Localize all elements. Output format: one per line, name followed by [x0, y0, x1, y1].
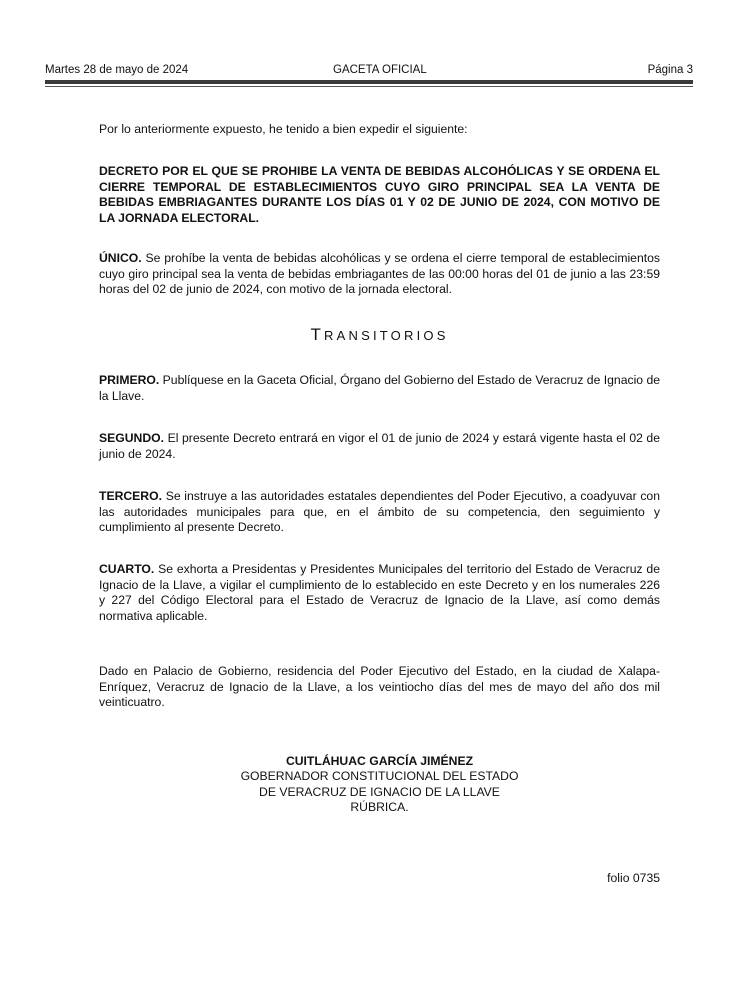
rubrica: RÚBRICA. [350, 800, 409, 815]
page-header [45, 64, 693, 80]
signature-block [99, 754, 660, 816]
unico-label: ÚNICO. [99, 251, 142, 265]
given-paragraph: Dado en Palacio de Gobierno, residencia del Poder Ejecutivo del Estado, en la ciudad de Xalapa-Enríquez, Veracruz de Ignacio de la Llave, a los veintiocho días del mes de mayo del año dos mil veinticuatro. [99, 664, 660, 710]
header-rule-thick [45, 80, 693, 84]
article-label: CUARTO. [99, 562, 155, 576]
signatory-title-line2: DE VERACRUZ DE IGNACIO DE LA LLAVE [259, 784, 500, 799]
article-tercero [99, 489, 660, 536]
article-segundo [99, 431, 660, 462]
transitorios-heading [99, 325, 660, 345]
header-page-number: Página 3 [647, 64, 693, 76]
folio-number: folio 0735 [607, 871, 660, 885]
transitorios-first-letter: T [310, 325, 325, 344]
transitorios-rest: RANSITORIOS [324, 328, 449, 343]
unico-text: Se prohíbe la venta de bebidas alcohólicas y se ordena el cierre temporal de establecimientos cuyo giro principal sea la venta de bebidas embriagantes de las 00:00 horas del 01 de junio a las 23:59 horas del 02 de junio de 2024, con motivo de la jornada electoral. [99, 251, 660, 297]
decree-title: DECRETO POR EL QUE SE PROHIBE LA VENTA DE BEBIDAS ALCOHÓLICAS Y SE ORDENA EL CIERRE TEMPORAL DE ESTABLECIMIENTOS CUYO GIRO PRINCIPAL SEA LA VENTA DE BEBIDAS EMBRIAGANTES DURANTE LOS DÍAS 01 Y 02 DE JUNIO DE 2024, CON MOTIVO DE LA JORNADA ELECTORAL. [99, 164, 660, 225]
article-cuarto [99, 562, 660, 624]
article-text: Se instruye a las autoridades estatales dependientes del Poder Ejecutivo, a coadyuvar con las autoridades municipales para que, en el ámbito de su competencia, den seguimiento y cumplimiento al presente Decreto. [99, 489, 660, 535]
article-text: Publíquese en la Gaceta Oficial, Órgano del Gobierno del Estado de Veracruz de Ignacio de la Llave. [99, 373, 660, 403]
article-label: PRIMERO. [99, 373, 160, 387]
article-label: TERCERO. [99, 489, 162, 503]
intro-paragraph: Por lo anteriormente expuesto, he tenido a bien expedir el siguiente: [99, 122, 468, 136]
article-primero [99, 373, 660, 404]
unico-paragraph [99, 251, 660, 298]
header-publication: GACETA OFICIAL [333, 64, 427, 76]
article-text: Se exhorta a Presidentas y Presidentes Municipales del territorio del Estado de Veracruz de Ignacio de la Llave, a vigilar el cumplimiento de lo establecido en este Decreto y en los numerales 226 y 227 del Código Electoral para el Estado de Veracruz de Ignacio de la Llave, así como demás normativa aplicable. [99, 562, 660, 623]
header-rule-thin [45, 86, 693, 87]
header-date: Martes 28 de mayo de 2024 [45, 64, 189, 76]
signatory-title-line1: GOBERNADOR CONSTITUCIONAL DEL ESTADO [240, 769, 519, 784]
article-label: SEGUNDO. [99, 431, 165, 445]
article-text: El presente Decreto entrará en vigor el 01 de junio de 2024 y estará vigente hasta el 02 de junio de 2024. [99, 431, 660, 461]
signatory-name: CUITLÁHUAC GARCÍA JIMÉNEZ [285, 754, 474, 768]
